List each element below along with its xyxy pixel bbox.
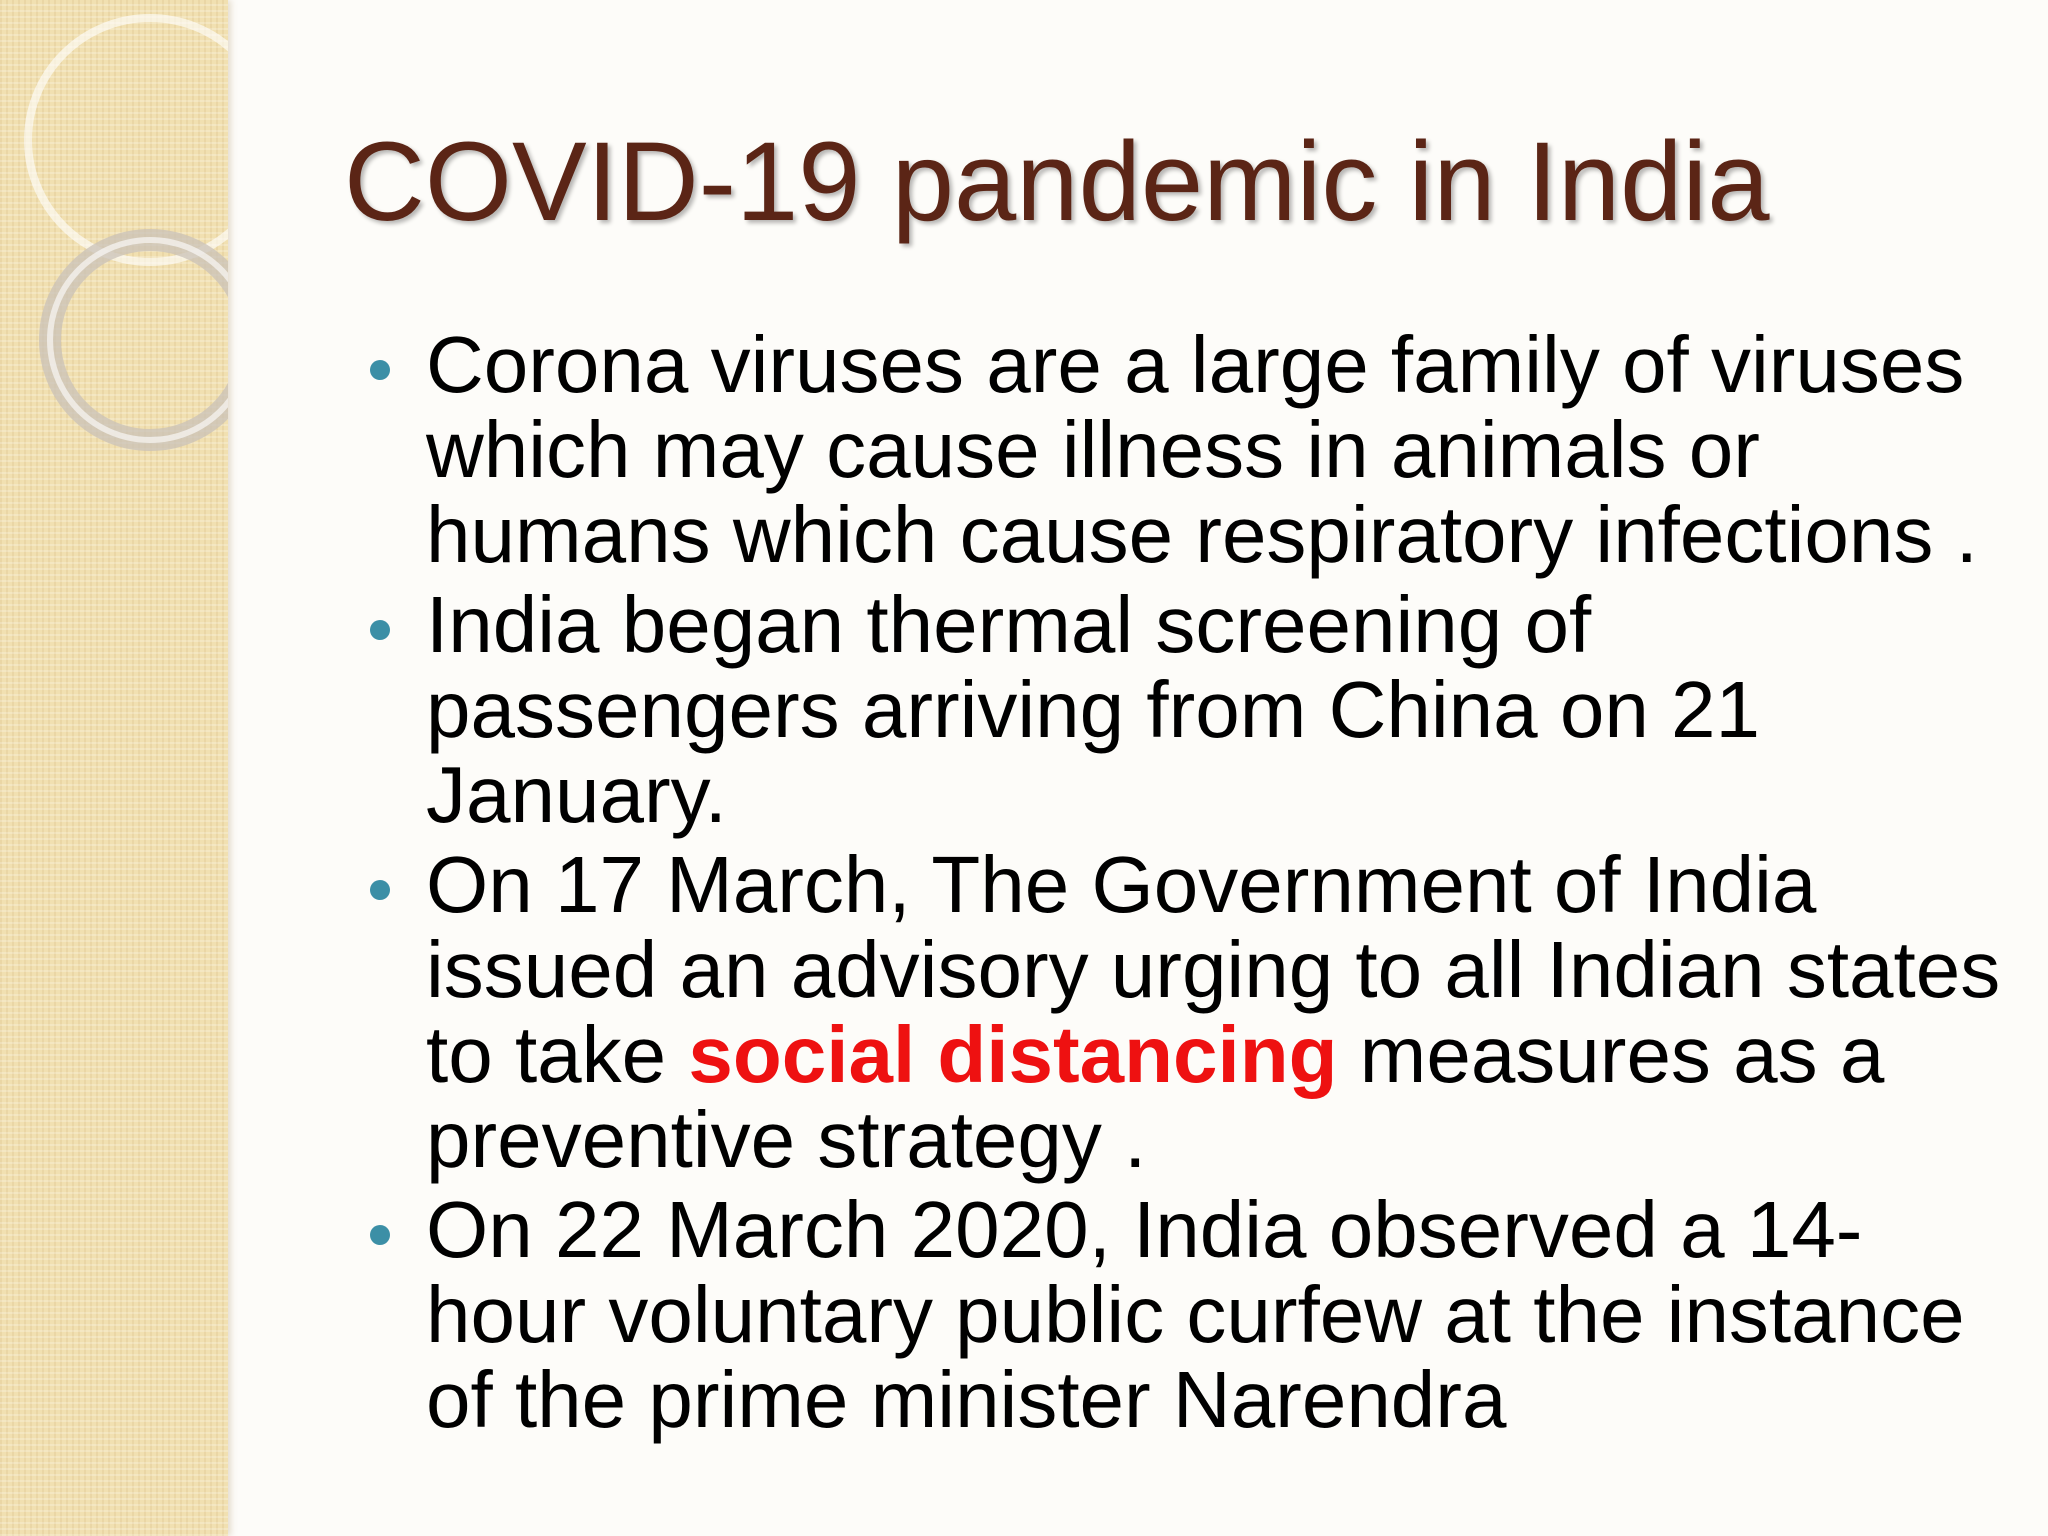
bullet-dot-icon (370, 620, 390, 640)
bullet-item (360, 842, 2020, 1182)
decorative-side-panel (0, 0, 228, 1536)
bullet-list (360, 322, 2020, 1447)
decor-circle-ring-highlight (50, 240, 228, 440)
bullet-item (360, 582, 2020, 837)
decor-circle-large (28, 18, 228, 262)
bullet-text: Corona viruses are a large family of viruses which may cause illness in animals or humans which cause respiratory infections . (426, 320, 1978, 579)
decorative-circles (0, 0, 228, 1536)
bullet-text-before: On 17 March, The Government of India issued an advisory urging to all Indian states to take (426, 840, 2001, 1099)
bullet-text: India began thermal screening of passengers arriving from China on 21 January. (426, 580, 1761, 839)
bullet-text-after: measures as a preventive strategy . (426, 1010, 1885, 1184)
bullet-item (360, 1187, 2020, 1442)
bullet-dot-icon (370, 1225, 390, 1245)
bullet-item (360, 322, 2020, 577)
bullet-text: On 22 March 2020, India observed a 14-hour voluntary public curfew at the instance of the prime minister Narendra (426, 1185, 1965, 1444)
slide-title: COVID-19 pandemic in India (344, 119, 1770, 244)
bullet-dot-icon (370, 360, 390, 380)
highlighted-phrase: social distancing (688, 1010, 1338, 1099)
bullet-dot-icon (370, 880, 390, 900)
